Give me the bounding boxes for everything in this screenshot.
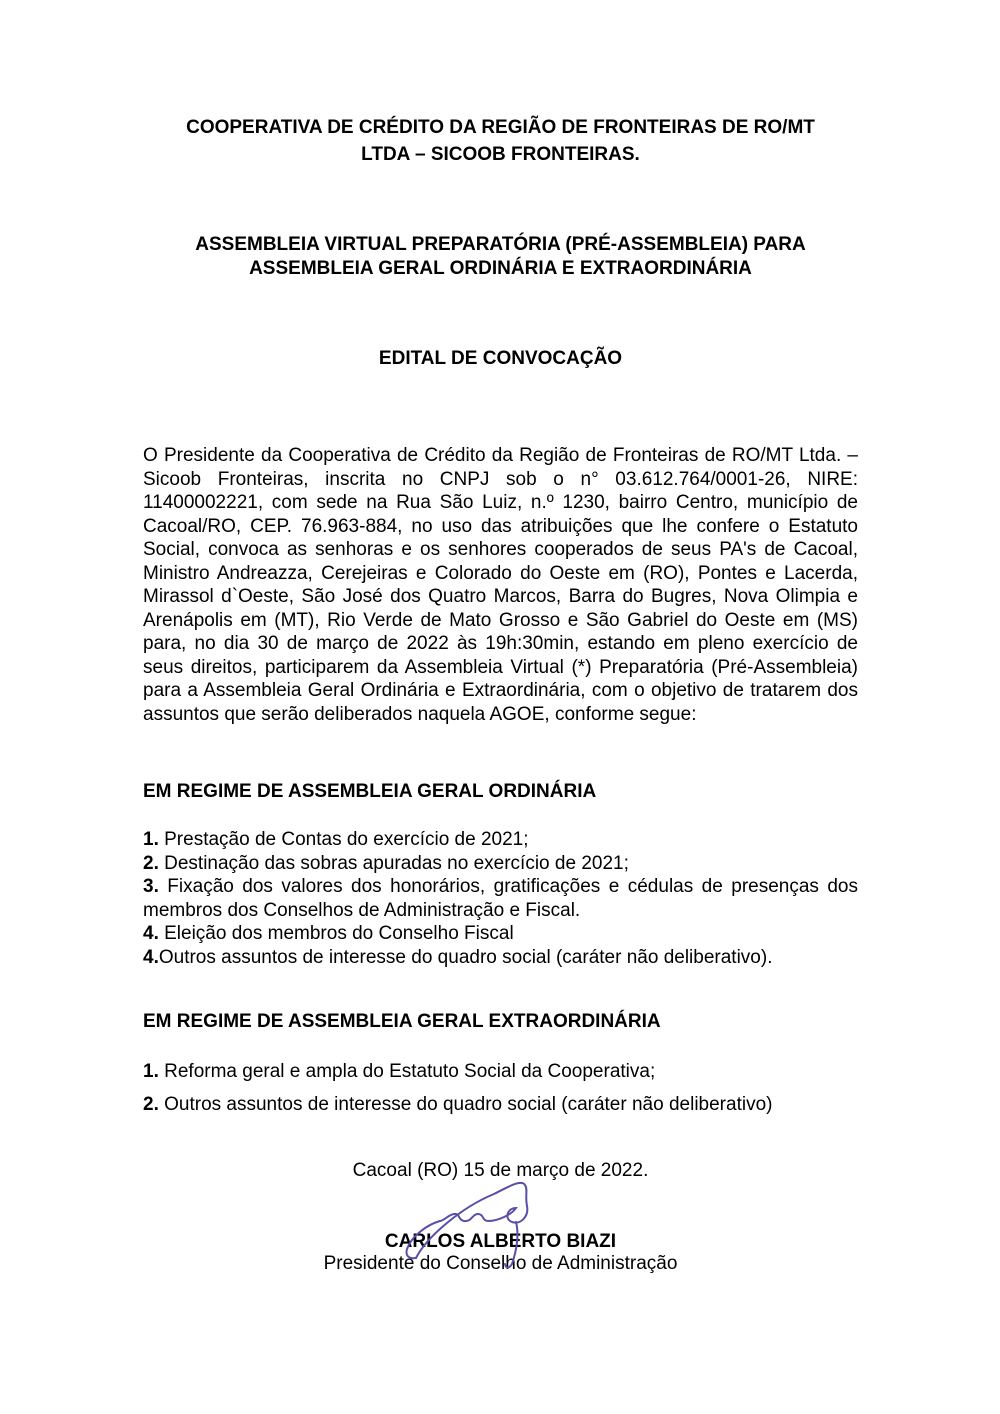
- list-item: [143, 828, 858, 852]
- signature-path: [406, 1221, 440, 1258]
- item-text: Destinação das sobras apuradas no exercício de 2021;: [164, 852, 629, 874]
- item-text: Outros assuntos de interesse do quadro social (caráter não deliberativo).: [158, 946, 773, 968]
- intro-paragraph: O Presidente da Cooperativa de Crédito da Região de Fronteiras de RO/MT Ltda. – Sicoob Fronteiras, inscrita no CNPJ sob o n° 03.612.764/0001-26, NIRE: 11400002221, com sede na Rua São Luiz, n.º 1230, bairro Centro, município de Cacoal/RO, CEP. 76.963-884, no uso das atribuições que lhe confere o Estatuto Social, convoca as senhoras e os senhores cooperados de seus PA's de Cacoal, Ministro Andreazza, Cerejeiras e Colorado do Oeste em (RO), Pontes e Lacerda, Mirassol d`Oeste, São José dos Quatro Marcos, Barra do Bugres, Nova Olimpia e Arenápolis em (MT), Rio Verde de Mato Grosso e São Gabriel do Oeste em (MS) para, no dia 30 de março de 2022 às 19h:30min, estando em pleno exercício de seus direitos, participarem da Assembleia Virtual (*) Preparatória (Pré-Assembleia) para a Assembleia Geral Ordinária e Extraordinária, com o objetivo de tratarem dos assuntos que serão deliberados naquela AGOE, conforme segue:: [143, 445, 858, 725]
- signer-role: Presidente do Conselho de Administração: [323, 1253, 678, 1274]
- item-number: 1.: [143, 1061, 165, 1082]
- item-text: Prestação de Contas do exercício de 2021;: [164, 829, 529, 850]
- item-number: 4.: [143, 923, 165, 944]
- document-title: [143, 114, 858, 168]
- ordinaria-list: [143, 828, 858, 969]
- list-item: [143, 875, 858, 922]
- document-subtitle: [143, 233, 858, 281]
- signer-name: CARLOS ALBERTO BIAZI: [384, 1231, 617, 1252]
- place-date-line: Cacoal (RO) 15 de março de 2022.: [352, 1160, 649, 1181]
- item-number: 2.: [143, 1093, 165, 1115]
- document-title-line2: LTDA – SICOOB FRONTEIRAS.: [361, 144, 640, 165]
- item-number: 1.: [143, 829, 165, 850]
- signature-path: [505, 1222, 517, 1268]
- list-item: [143, 1060, 858, 1084]
- signature-path: [440, 1206, 527, 1223]
- handwritten-signature: [398, 1176, 578, 1274]
- notice-title: EDITAL DE CONVOCAÇÃO: [378, 348, 623, 369]
- list-item: [143, 922, 858, 946]
- extraordinaria-list: [143, 1060, 858, 1116]
- document-subtitle-line2: ASSEMBLEIA GERAL ORDINÁRIA E EXTRAORDINÁRIA: [249, 258, 752, 279]
- item-number: 2.: [143, 852, 165, 874]
- section-heading-extraordinaria: EM REGIME DE ASSEMBLEIA GERAL EXTRAORDINÁRIA: [143, 1011, 661, 1032]
- document-subtitle-line1: ASSEMBLEIA VIRTUAL PREPARATÓRIA (PRÉ-ASSEMBLEIA) PARA: [195, 234, 806, 255]
- list-item: [143, 1093, 858, 1117]
- item-number: 3.: [143, 876, 168, 897]
- item-text: Outros assuntos de interesse do quadro social (caráter não deliberativo): [164, 1093, 773, 1115]
- document-title-line1: COOPERATIVA DE CRÉDITO DA REGIÃO DE FRONTEIRAS DE RO/MT: [186, 117, 815, 138]
- list-item: [143, 852, 858, 876]
- list-item: [143, 946, 858, 970]
- item-text: Fixação dos valores dos honorários, gratificações e cédulas de presenças dos membros dos Conselhos de Administração e Fiscal.: [143, 876, 858, 921]
- item-text: Eleição dos membros do Conselho Fiscal: [164, 923, 514, 944]
- item-number: 4.: [143, 946, 159, 968]
- section-heading-ordinaria: EM REGIME DE ASSEMBLEIA GERAL ORDINÁRIA: [143, 781, 597, 802]
- item-text: Reforma geral e ampla do Estatuto Social da Cooperativa;: [164, 1061, 656, 1082]
